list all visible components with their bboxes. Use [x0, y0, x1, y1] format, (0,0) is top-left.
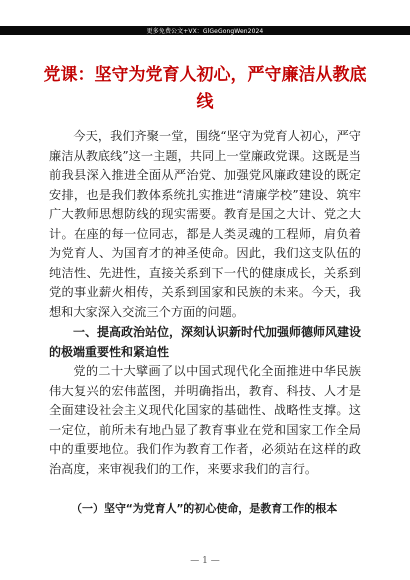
document-title: 党课：坚守为党育人初心，严守廉洁从教底线 [43, 65, 367, 112]
header-banner-text: 更多免费公文+VX：GlGeGongWen2024 [146, 28, 264, 35]
subsection-heading-1: （一）坚守“为党育人”的初心使命，是教育工作的根本 [71, 502, 338, 515]
page-number: — 1 — [190, 556, 220, 566]
header-banner [0, 26, 410, 35]
section-heading-1: 一、提高政治站位，深刻认识新时代加强师德师风建设的极端重要性和紧迫性 [49, 325, 362, 359]
section-1-paragraph: 党的二十大擘画了以中国式现代化全面推进中华民族伟大复兴的宏伟蓝图，并明确指出，教育、科技、人才是全面建设社会主义现代化国家的基础性、战略性支撑。这一定位，前所未有地凸显了教育事业在党和国家工作全局中的重要地位。我们作为教育工作者，必须站在这样的政治高度，来审视我们的工作，来要求我们的言行。 [49, 364, 361, 476]
intro-paragraph: 今天，我们齐聚一堂，围绕“坚守为党育人初心，严守廉洁从教底线”这一主题，共同上一堂廉政党课。这既是当前我县深入推进全面从严治党、加强党风廉政建设的既定安排，也是我们教体系统扎实推进“清廉学校”建设、筑牢广大教师思想防线的现实需要。教育是国之大计、党之大计。在座的每一位同志，都是人类灵魂的工程师，肩负着为党育人、为国育才的神圣使命。因此，我们这支队伍的纯洁性、先进性，直接关系到下一代的健康成长，关系到党的事业薪火相传，关系到国家和民族的未来。今天，我想和大家深入交流三个方面的问题。 [49, 129, 361, 319]
